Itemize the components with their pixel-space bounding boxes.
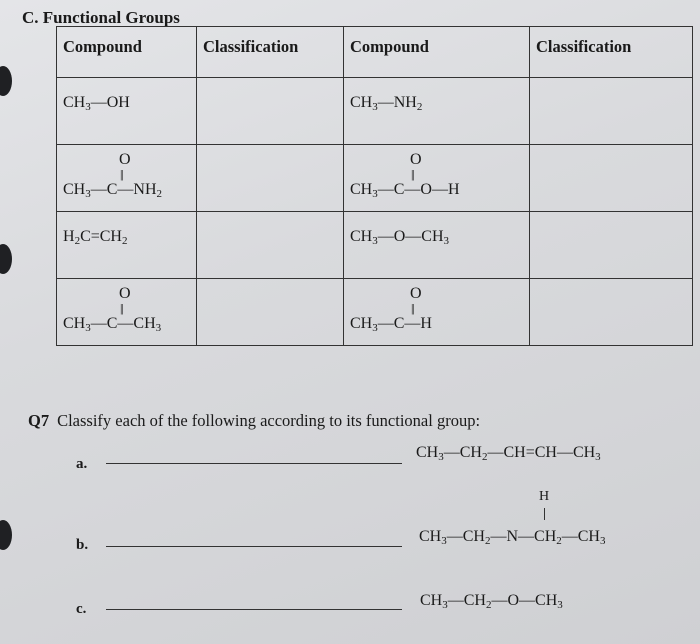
compound-formula: $CH_3—O—CH_3$ <box>350 228 450 247</box>
table-row <box>57 212 693 279</box>
functional-groups-table <box>56 26 693 346</box>
double-bond: || <box>120 301 123 315</box>
classification-cell[interactable] <box>197 78 344 145</box>
carbonyl-oxygen: O <box>410 151 422 168</box>
answer-blank[interactable] <box>106 463 402 464</box>
header-classification: Classification <box>530 27 693 78</box>
double-bond: || <box>120 167 123 181</box>
compound-formula: $CH_3—OH$ <box>63 94 130 113</box>
double-bond: || <box>411 167 414 181</box>
compound-formula: $CH_3—C—NH_2$ <box>63 181 163 200</box>
classification-cell[interactable] <box>197 145 344 212</box>
compound-formula: $CH_3—C—H$ <box>350 315 432 334</box>
compound-cell <box>344 145 530 212</box>
hydrogen-atom: H <box>539 489 550 504</box>
header-classification: Classification <box>197 27 344 78</box>
classification-cell[interactable] <box>530 279 693 346</box>
compound-cell <box>57 279 197 346</box>
table-row <box>57 145 693 212</box>
item-letter: a. <box>76 456 88 472</box>
compound-formula: $H_2C=CH_2$ <box>63 228 128 247</box>
carbonyl-oxygen: O <box>119 151 131 168</box>
item-letter: c. <box>76 601 87 617</box>
compound-cell <box>344 212 530 279</box>
question-text: Classify each of the following according to its functional group: <box>57 411 481 430</box>
compound-formula: $CH_3—NH_2$ <box>350 94 423 113</box>
item-formula: $CH_3—CH_2—N—CH_2—CH_3$ <box>419 528 606 547</box>
classification-cell[interactable] <box>530 78 693 145</box>
question-prompt <box>28 411 480 431</box>
header-compound: Compound <box>344 27 530 78</box>
compound-cell <box>344 279 530 346</box>
classification-cell[interactable] <box>530 212 693 279</box>
compound-formula: $CH_3—C—O—H$ <box>350 181 460 200</box>
carbonyl-oxygen: O <box>119 285 131 302</box>
binder-hole <box>0 520 12 550</box>
carbonyl-oxygen: O <box>410 285 422 302</box>
compound-cell <box>57 78 197 145</box>
double-bond: || <box>411 301 414 315</box>
classification-cell[interactable] <box>530 145 693 212</box>
classification-cell[interactable] <box>197 279 344 346</box>
classification-cell[interactable] <box>197 212 344 279</box>
single-bond <box>544 508 545 520</box>
table-header-row <box>57 27 693 78</box>
header-compound: Compound <box>57 27 197 78</box>
table-row <box>57 279 693 346</box>
item-letter: b. <box>76 537 89 553</box>
compound-cell <box>57 145 197 212</box>
table-row <box>57 78 693 145</box>
compound-formula: $CH_3—C—CH_3$ <box>63 315 162 334</box>
item-formula: $CH_3—CH_2—O—CH_3$ <box>420 592 563 611</box>
binder-hole <box>0 244 12 274</box>
section-title: C. Functional Groups <box>22 8 180 27</box>
answer-blank[interactable] <box>106 609 402 610</box>
answer-blank[interactable] <box>106 546 402 547</box>
compound-cell <box>344 78 530 145</box>
item-formula: $CH_3—CH_2—CH=CH—CH_3$ <box>416 444 601 463</box>
compound-cell <box>57 212 197 279</box>
question-number: Q7 <box>28 411 50 430</box>
binder-hole <box>0 66 12 96</box>
